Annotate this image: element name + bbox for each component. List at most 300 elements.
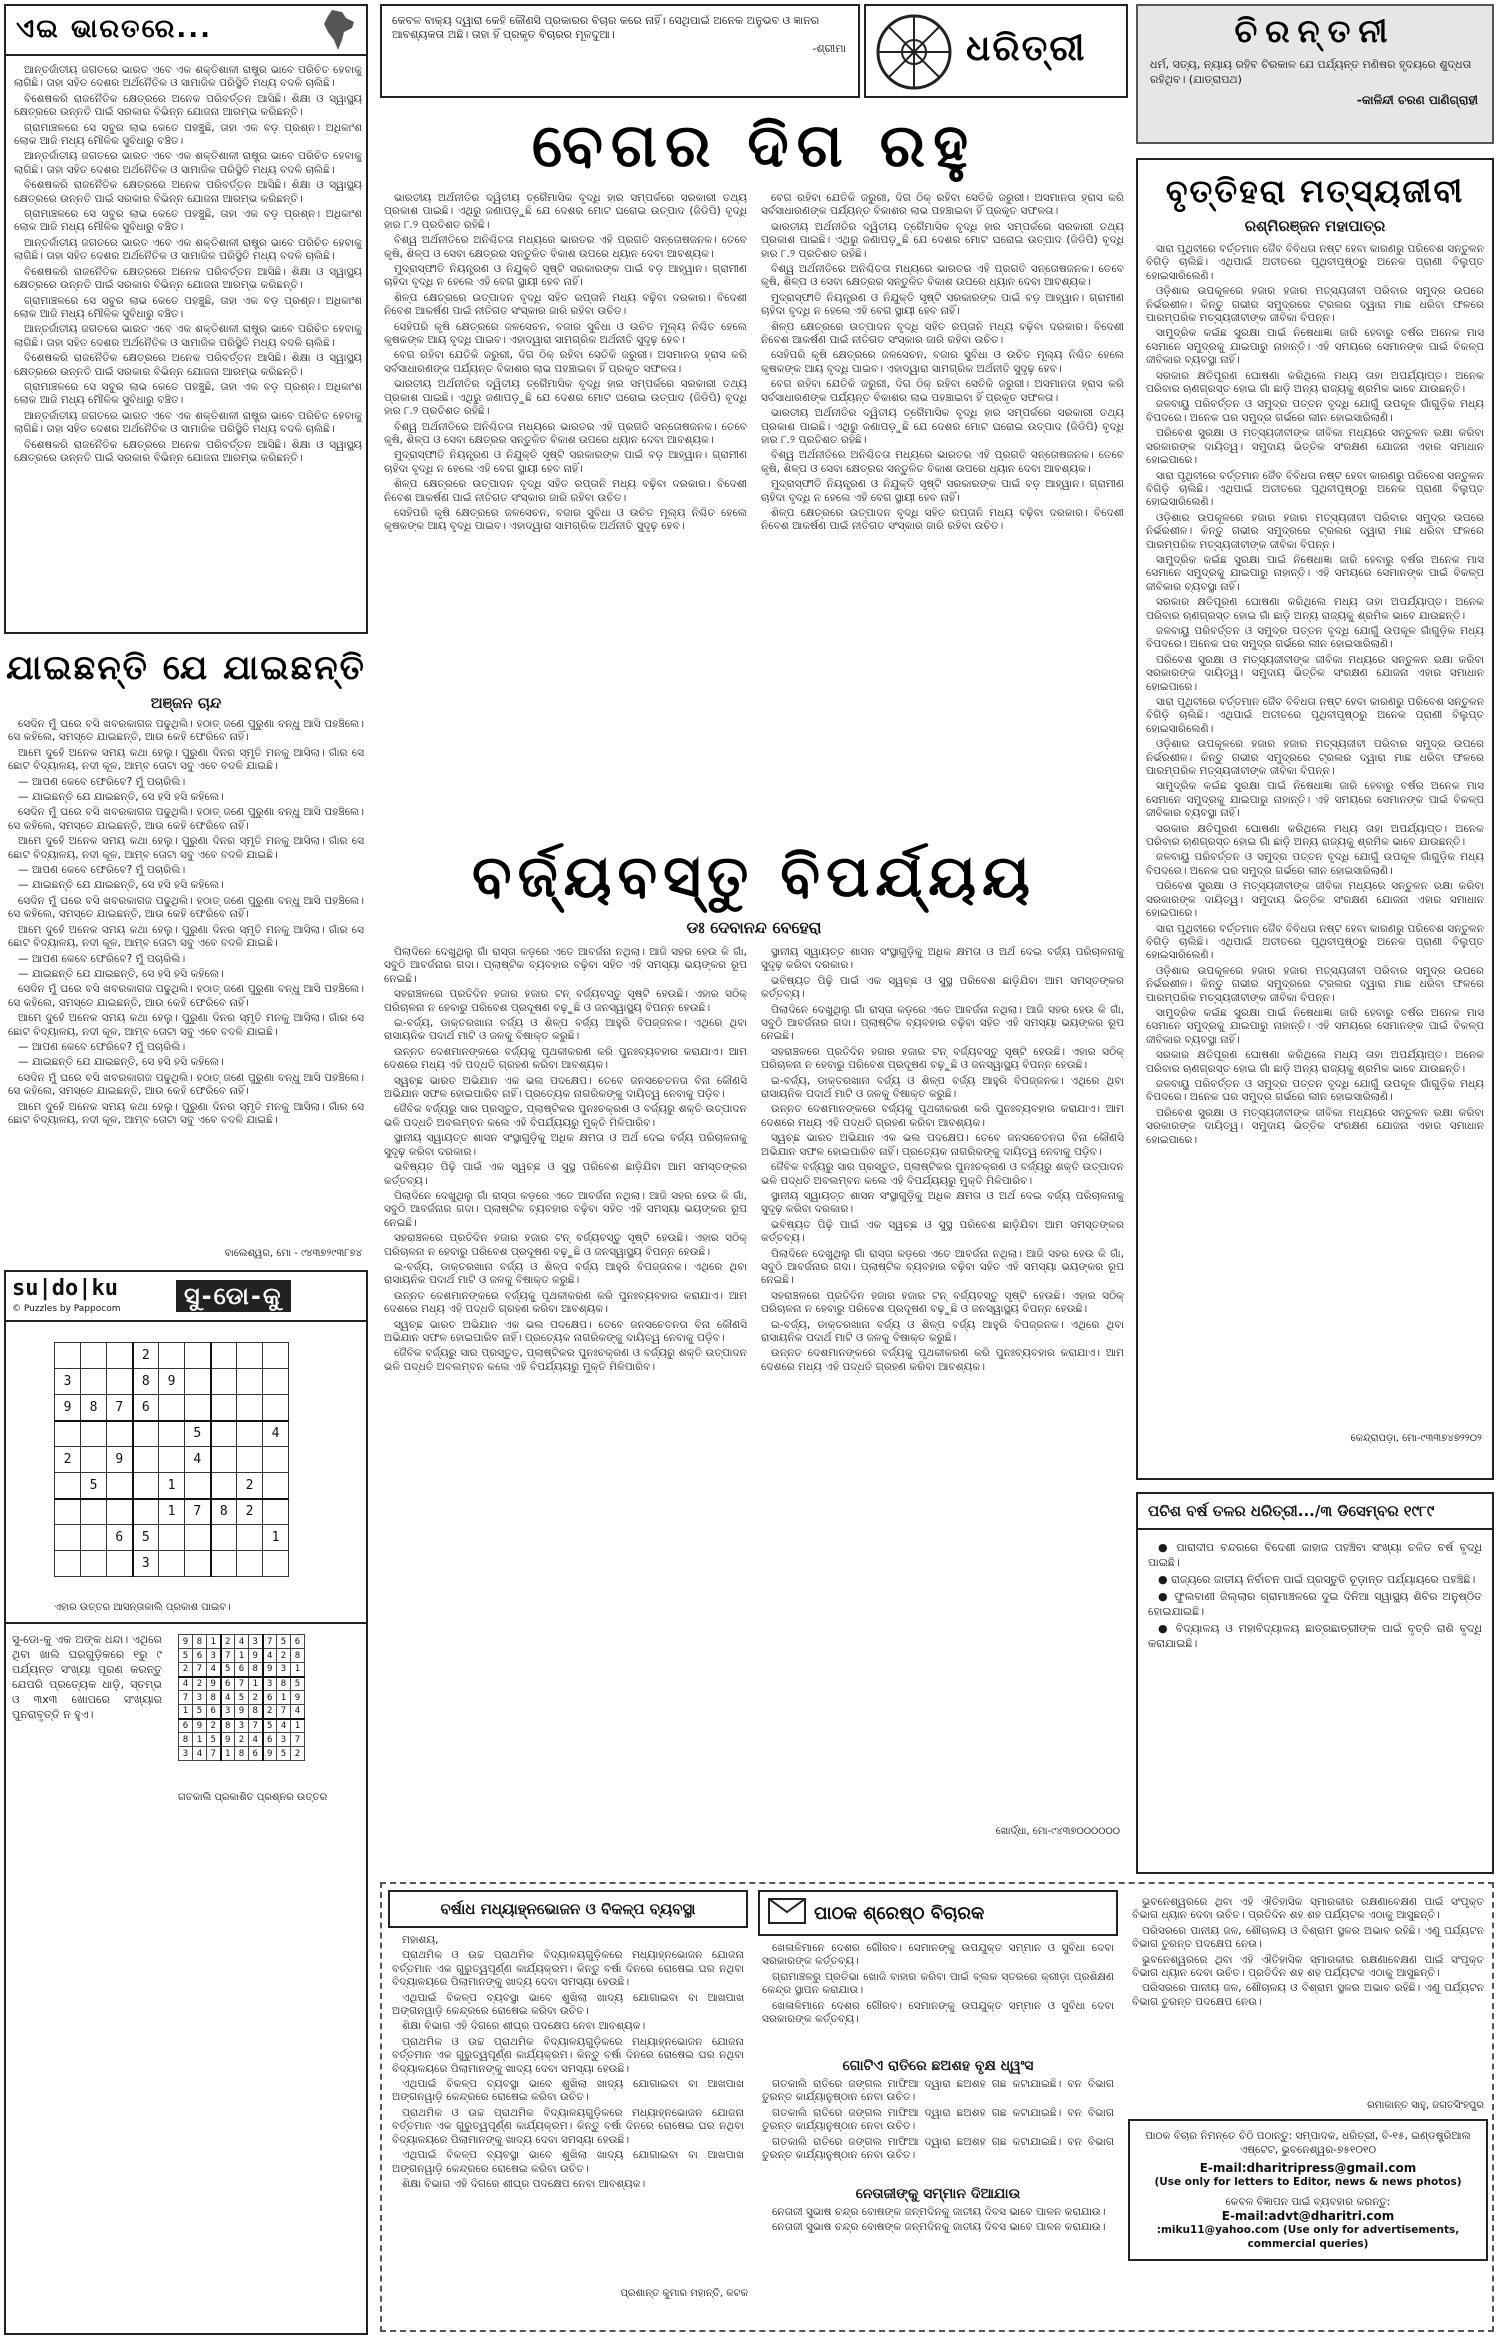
contact-email-1[interactable]: E-mail:dharitripress@gmail.com	[1199, 2161, 1417, 2175]
right-article-paragraph: ସାରା ପୃଥିବୀରେ ବର୍ତ୍ତମାନ ଜୈବ ବିବିଧତା ନଷ୍ଟ ହେବା କାରଣରୁ ପରିବେଶ ସନ୍ତୁଳନ ବିଗିଡ଼ି ଚାଲିଛି। ଏଥିପାଇଁ ଅତୀତରେ ପୃଥିବୀପୃଷ୍ଠରୁ ଅନେକ ପ୍ରାଣୀ ବିଲୁପ୍ତ ହୋଇସାରିଲେଣି।	[1146, 696, 1484, 735]
sudoku-cell	[159, 1421, 185, 1447]
sudoku-cell	[263, 1447, 289, 1473]
contact-box	[1128, 2119, 1488, 2261]
masthead-box	[864, 4, 1128, 98]
sudoku-cell: 6	[133, 1395, 159, 1421]
section-paragraph: ବିଶେଷକରି ରାଜନୈତିକ କ୍ଷେତ୍ରରେ ଅନେକ ପରିବର୍ତ୍ତନ ଆସିଛି। ଶିକ୍ଷା ଓ ସ୍ୱାସ୍ଥ୍ୟ କ୍ଷେତ୍ରରେ ଉନ୍ନତି ପାଇଁ ସରକାର ବିଭିନ୍ନ ଯୋଜନା ଆରମ୍ଭ କରିଛନ୍ତି।	[14, 92, 362, 119]
headline2-paragraph: ଉନ୍ନତ ଦେଶମାନଙ୍କରେ ବର୍ଜ୍ୟକୁ ପୃଥକୀକରଣ କରି ପୁନଃବ୍ୟବହାର କରାଯାଏ। ଆମ ଦେଶରେ ମଧ୍ୟ ଏହି ପଦ୍ଧତି ଗ୍ରହଣ କରିବା ଆବଶ୍ୟକ।	[384, 1289, 747, 1316]
right-article-paragraph: ପରିବେଶ ସୁରକ୍ଷା ଓ ମତ୍ସ୍ୟଜୀବୀଙ୍କ ଜୀବିକା ମଧ୍ୟରେ ସନ୍ତୁଳନ ରକ୍ଷା କରିବା ସରକାରଙ୍କ ଦାୟିତ୍ୱ। ସମୁଦାୟ ଭିତ୍ତିକ ସଂରକ୍ଷଣ ଯୋଜନା ଏହାର ସମାଧାନ ହୋଇପାରେ।	[1146, 1106, 1484, 1146]
sudoku-cell	[237, 1525, 263, 1551]
paper-name: ଧରିତ୍ରୀ	[966, 28, 1087, 69]
solution-cell: 2	[277, 1649, 291, 1663]
headline1-body	[380, 192, 1128, 832]
story2-block	[4, 644, 368, 1260]
story2-author: ଅଞ୍ଜନ ଚାନ୍ଦ	[150, 694, 222, 712]
headline2-paragraph: ସ୍ଥାନୀୟ ସ୍ୱାୟତ୍ତ ଶାସନ ସଂସ୍ଥାଗୁଡ଼ିକୁ ଅଧିକ କ୍ଷମତା ଓ ଅର୍ଥ ଦେଇ ବର୍ଜ୍ୟ ପରିଚାଳନାକୁ ସୁଦୃଢ଼ କରିବା ଦରକାର।	[384, 1132, 747, 1158]
sudoku-cell	[133, 1421, 159, 1447]
solution-cell: 9	[207, 1677, 221, 1691]
envelope-icon	[768, 1898, 806, 1928]
contact-note-1: (Use only for letters to Editor, news & news photos)	[1154, 2176, 1462, 2188]
solution-cell: 5	[207, 1733, 221, 1747]
letter2-body	[758, 1936, 1118, 2054]
sudoku-cell	[159, 1551, 185, 1577]
solution-row	[179, 1705, 305, 1719]
sudoku-cell	[185, 1395, 211, 1421]
sudoku-cell: 5	[81, 1473, 107, 1499]
letter3-body	[1128, 1890, 1488, 2100]
contact-email-2[interactable]: E-mail:advt@dharitri.com	[1221, 2209, 1395, 2223]
sudoku-cell	[211, 1369, 237, 1395]
headline2-paragraph: ସ୍ଥାନୀୟ ସ୍ୱାୟତ୍ତ ଶାସନ ସଂସ୍ଥାଗୁଡ଼ିକୁ ଅଧିକ କ୍ଷମତା ଓ ଅର୍ଥ ଦେଇ ବର୍ଜ୍ୟ ପରିଚାଳନାକୁ ସୁଦୃଢ଼ କରିବା ଦରକାର।	[761, 1189, 1124, 1216]
solution-cell: 8	[235, 1747, 249, 1761]
headline2-paragraph: ସହରାଞ୍ଚଳରେ ପ୍ରତିଦିନ ହଜାର ହଜାର ଟନ୍ ବର୍ଜ୍ୟବସ୍ତୁ ସୃଷ୍ଟି ହେଉଛି। ଏହାର ସଠିକ୍ ପରିଚାଳନା ନ ହେବାରୁ ପରିବେଶ ପ୍ରଦୂଷଣ ବଢ଼ୁଛି ଓ ଜନସ୍ୱାସ୍ଥ୍ୟ ବିପନ୍ନ ହେଉଛି।	[384, 1232, 747, 1258]
sudoku-cell: 5	[133, 1525, 159, 1551]
solution-cell: 7	[249, 1719, 263, 1733]
sudoku-cell	[185, 1343, 211, 1369]
solution-cell: 3	[277, 1663, 291, 1677]
solution-cell: 5	[291, 1677, 305, 1691]
sudoku-cell	[133, 1499, 159, 1525]
section-paragraph: ଆନ୍ତର୍ଜାତୀୟ ଜଗତରେ ଭାରତ ଏବେ ଏକ ଶକ୍ତିଶାଳୀ ରାଷ୍ଟ୍ର ଭାବେ ପରିଚିତ ହେବାକୁ ଲାଗିଛି। ତାହା ସହିତ ଦେଶର ଅର୍ଥନୈତିକ ଓ ସାମାଜିକ ପରିସ୍ଥିତି ମଧ୍ୟ ବଦଳି ଚାଲିଛି।	[14, 150, 362, 176]
sudoku-cell	[185, 1369, 211, 1395]
sudoku-cell	[55, 1343, 81, 1369]
headline2-paragraph: ସ୍ୱଚ୍ଛ ଭାରତ ଅଭିଯାନ ଏକ ଭଲ ପଦକ୍ଷେପ। ତେବେ ଜନସଚେତନତା ବିନା କୌଣସି ଅଭିଯାନ ସଫଳ ହୋଇପାରିବ ନାହିଁ। ପ୍ରତ୍ୟେକ ନାଗରିକଙ୍କୁ ଦାୟିତ୍ୱ ନେବାକୁ ପଡ଼ିବ।	[384, 1318, 747, 1344]
solution-cell: 9	[291, 1691, 305, 1705]
solution-cell: 3	[235, 1719, 249, 1733]
headline1-paragraph: ଶିଳ୍ପ କ୍ଷେତ୍ରରେ ଉତ୍ପାଦନ ବୃଦ୍ଧି ସହିତ ରପ୍ତାନି ମଧ୍ୟ ବଢ଼ିବା ଦରକାର। ବିଦେଶୀ ନିବେଶ ଆକର୍ଷଣ ପାଇଁ ନୀତିଗତ ସଂସ୍କାର ଜାରି ରହିବା ଉଚିତ।	[384, 478, 747, 504]
sudoku-puzzle	[54, 1342, 289, 1577]
right-article-paragraph: ସରକାର କ୍ଷତିପୂରଣ ଘୋଷଣା କରିଥିଲେ ମଧ୍ୟ ତାହା ଅପର୍ଯ୍ୟାପ୍ତ। ଅନେକ ପରିବାର ଋଣଗ୍ରସ୍ତ ହୋଇ ଗାଁ ଛାଡ଼ି ଅନ୍ୟ ରାଜ୍ୟକୁ ଶ୍ରମିକ ଭାବେ ଯାଉଛନ୍ତି।	[1146, 369, 1484, 396]
headline1-paragraph: ଶିଳ୍ପ କ୍ଷେତ୍ରରେ ଉତ୍ପାଦନ ବୃଦ୍ଧି ସହିତ ରପ୍ତାନି ମଧ୍ୟ ବଢ଼ିବା ଦରକାର। ବିଦେଶୀ ନିବେଶ ଆକର୍ଷଣ ପାଇଁ ନୀତିଗତ ସଂସ୍କାର ଜାରି ରହିବା ଉଚିତ।	[761, 506, 1124, 533]
right-article-title: ବୃତ୍ତିହରା ମତ୍ସ୍ୟଜୀବୀ	[1165, 172, 1465, 210]
sudoku-cell	[211, 1343, 237, 1369]
headline2-paragraph: ଜୈବିକ ବର୍ଜ୍ୟରୁ ସାର ପ୍ରସ୍ତୁତ, ପ୍ଲାଷ୍ଟିକର ପୁନଃଚକ୍ରଣ ଓ ବର୍ଜ୍ୟରୁ ଶକ୍ତି ଉତ୍ପାଦନ ଭଳି ପଦ୍ଧତି ଅବଲମ୍ବନ କଲେ ଏହି ବିପର୍ଯ୍ୟୟରୁ ମୁକ୍ତି ମିଳିପାରିବ।	[761, 1161, 1124, 1187]
flashback-item: ● ବିଦ୍ୟାଳୟ ଓ ମହାବିଦ୍ୟାଳୟ ଛାତ୍ରଛାତ୍ରୀଙ୍କ ପାଇଁ ବୃତ୍ତି ରାଶି ବୃଦ୍ଧି କରାଯାଇଛି।	[1148, 1622, 1482, 1650]
solution-cell: 5	[193, 1705, 207, 1719]
solution-cell: 6	[207, 1705, 221, 1719]
story2-paragraph: — ଯାଇଛନ୍ତି ଯେ ଯାଇଛନ୍ତି, ସେ ହସି ହସି କହିଲେ।	[18, 879, 224, 892]
sudoku-cell: 9	[55, 1395, 81, 1421]
story2-paragraph: — ଆପଣ କେବେ ଫେରିବେ? ମୁଁ ପଚାରିଲି।	[18, 775, 186, 788]
headline2-body	[380, 946, 1128, 1826]
headline1-paragraph: ବିଶ୍ୱ ଅର୍ଥନୀତିରେ ଅନିଶ୍ଚିତତା ମଧ୍ୟରେ ଭାରତର ଏହି ପ୍ରଗତି ସନ୍ତୋଷଜନକ। ତେବେ କୃଷି, ଶିଳ୍ପ ଓ ସେବା କ୍ଷେତ୍ରର ସନ୍ତୁଳିତ ବିକାଶ ଉପରେ ଧ୍ୟାନ ଦେବା ଆବଶ୍ୟକ।	[384, 234, 747, 260]
sudoku-cell: 2	[55, 1447, 81, 1473]
sudoku-cell	[81, 1343, 107, 1369]
section-paragraph: ଗ୍ରାମାଞ୍ଚଳରେ ସେ ସବୁର ଲାଭ କେତେ ପହଞ୍ଚୁଛି, ତାହା ଏକ ବଡ଼ ପ୍ରଶ୍ନ। ଅଧିକାଂଶ ଲୋକ ଆଜି ମଧ୍ୟ ମୌଳିକ ସୁବିଧାରୁ ବଞ୍ଚିତ।	[14, 208, 362, 234]
solution-cell: 2	[207, 1719, 221, 1733]
headline2-paragraph: ଭବିଷ୍ୟତ ପିଢ଼ି ପାଇଁ ଏକ ସ୍ୱଚ୍ଛ ଓ ସୁସ୍ଥ ପରିବେଶ ଛାଡ଼ିଯିବା ଆମ ସମସ୍ତଙ୍କର କର୍ତ୍ତବ୍ୟ।	[761, 1218, 1124, 1245]
story2-paragraph: — ଆପଣ କେବେ ଫେରିବେ? ମୁଁ ପଚାରିଲି।	[18, 1040, 186, 1053]
solution-cell: 7	[221, 1649, 235, 1663]
quote-text: କେବଳ ବାକ୍ୟ ଦ୍ୱାରା କେହି କୌଣସି ପ୍ରକାରର ବିଚାର କରେ ନାହିଁ। ସେଥିପାଇଁ ଅନେକ ଅନୁଭବ ଓ ଜ୍ଞାନର ଆବଶ୍ୟକତା ଅଛି। ତାହା ହିଁ ପ୍ରକୃତ ବିଚାରର ମୂଳଦୁଆ।	[392, 14, 820, 41]
sudoku-cell: 2	[237, 1499, 263, 1525]
story2-title: ଯାଇଛନ୍ତି ଯେ ଯାଇଛନ୍ତି	[6, 648, 366, 688]
right-article-footer: କେନ୍ଦ୍ରାପଡ଼ା, ମୋ-୯୩୩୭୪୭୨୨୦୨	[1350, 1433, 1482, 1444]
headline2-paragraph: ଜୈବିକ ବର୍ଜ୍ୟରୁ ସାର ପ୍ରସ୍ତୁତ, ପ୍ଲାଷ୍ଟିକର ପୁନଃଚକ୍ରଣ ଓ ବର୍ଜ୍ୟରୁ ଶକ୍ତି ଉତ୍ପାଦନ ଭଳି ପଦ୍ଧତି ଅବଲମ୍ବନ କଲେ ଏହି ବିପର୍ଯ୍ୟୟରୁ ମୁକ୍ତି ମିଳିପାରିବ।	[384, 1103, 747, 1129]
letter2-paragraph: ଖେଳାଳିମାନେ ଦେଶର ଗୌରବ। ସେମାନଙ୍କୁ ଉପଯୁକ୍ତ ସମ୍ମାନ ଓ ସୁବିଧା ଦେବା ସରକାରଙ୍କ କର୍ତ୍ତବ୍ୟ।	[762, 1942, 1114, 1968]
headline1-paragraph: ଭାରତୀୟ ଅର୍ଥନୀତିର ଦ୍ୱିତୀୟ ତ୍ରୈମାସିକ ବୃଦ୍ଧି ହାର ସମ୍ପର୍କରେ ସରକାରୀ ତଥ୍ୟ ପ୍ରକାଶ ପାଇଛି। ଏଥିରୁ ଜଣାପଡ଼ୁଛି ଯେ ଦେଶର ମୋଟ ଘରୋଇ ଉତ୍ପାଦ (ଜିଡିପି) ବୃଦ୍ଧି ହାର ୮.୨ ପ୍ରତିଶତ ରହିଛି।	[384, 378, 747, 418]
solution-cell: 1	[221, 1747, 235, 1761]
right-article-paragraph: ଓଡ଼ିଶାର ଉପକୂଳରେ ହଜାର ହଜାର ମତ୍ସ୍ୟଜୀବୀ ପରିବାର ସମୁଦ୍ର ଉପରେ ନିର୍ଭରଶୀଳ। କିନ୍ତୁ ଗଭୀର ସମୁଦ୍ରରେ ଟ୍ରଲର ଦ୍ୱାରା ମାଛ ଧରିବା ଫଳରେ ପାରମ୍ପରିକ ମତ୍ସ୍ୟଜୀବୀଙ୍କ ଜୀବିକା ବିପନ୍ନ।	[1146, 285, 1484, 325]
story2-paragraph: ଆମେ ଦୁହେଁ ଅନେକ ସମୟ କଥା ହେଲୁ। ପୁରୁଣା ଦିନର ସ୍ମୃତି ମନକୁ ଆସିଲା। ଗାଁର ସେ ଛୋଟ ବିଦ୍ୟାଳୟ, ନଦୀ କୂଳ, ଆମ୍ବ ତୋଟା ସବୁ ଏବେ ବଦଳି ଯାଇଛି।	[8, 746, 364, 773]
section-paragraph: ଗ୍ରାମାଞ୍ଚଳରେ ସେ ସବୁର ଲାଭ କେତେ ପହଞ୍ଚୁଛି, ତାହା ଏକ ବଡ଼ ପ୍ରଶ୍ନ। ଅଧିକାଂଶ ଲୋକ ଆଜି ମଧ୍ୟ ମୌଳିକ ସୁବିଧାରୁ ବଞ୍ଚିତ।	[14, 121, 362, 148]
sudoku-cell	[81, 1447, 107, 1473]
story2-paragraph: ଆମେ ଦୁହେଁ ଅନେକ ସମୟ କଥା ହେଲୁ। ପୁରୁଣା ଦିନର ସ୍ମୃତି ମନକୁ ଆସିଲା। ଗାଁର ସେ ଛୋଟ ବିଦ୍ୟାଳୟ, ନଦୀ କୂଳ, ଆମ୍ବ ତୋଟା ସବୁ ଏବେ ବଦଳି ଯାଇଛି।	[8, 923, 364, 950]
headline1-paragraph: ବିଶ୍ୱ ଅର୍ଥନୀତିରେ ଅନିଶ୍ଚିତତା ମଧ୍ୟରେ ଭାରତର ଏହି ପ୍ରଗତି ସନ୍ତୋଷଜନକ। ତେବେ କୃଷି, ଶିଳ୍ପ ଓ ସେବା କ୍ଷେତ୍ରର ସନ୍ତୁଳିତ ବିକାଶ ଉପରେ ଧ୍ୟାନ ଦେବା ଆବଶ୍ୟକ।	[761, 449, 1124, 475]
sudoku-grid	[54, 1342, 289, 1577]
solution-cell: 2	[235, 1733, 249, 1747]
solution-puzzle	[178, 1634, 305, 1761]
sudoku-cell: 3	[55, 1369, 81, 1395]
sudoku-cell: 7	[185, 1499, 211, 1525]
sudoku-cell	[185, 1473, 211, 1499]
sudoku-row	[55, 1421, 289, 1447]
flashback-item-text: ରାଜ୍ୟରେ ଜାତୀୟ ନିର୍ବାଚନ ପାଇଁ ପ୍ରସ୍ତୁତି ଚୂଡ଼ାନ୍ତ ପର୍ଯ୍ୟାୟରେ ପହଞ୍ଚିଛି।	[1171, 1573, 1476, 1586]
sudoku-row	[55, 1525, 289, 1551]
quote-box	[380, 4, 860, 98]
solution-caption: ଗତକାଲି ପ୍ରକାଶିତ ପ୍ରଶ୍ନର ଉତ୍ତର	[178, 1792, 328, 1803]
solution-cell: 3	[179, 1747, 193, 1761]
solution-cell: 4	[207, 1663, 221, 1677]
headline2-footer: ଖୋର୍ଦ୍ଧା, ମୋ-୯୪୩୭୦୦୦୦୦୦	[995, 1826, 1120, 1837]
letter3-paragraph: ପରିସରରେ ପାନୀୟ ଜଳ, ଶୌଚାଳୟ ଓ ବିଶ୍ରାମ ସ୍ଥଳର ଅଭାବ ରହିଛି। ଏଣୁ ପର୍ଯ୍ୟଟନ ବିଭାଗ ତୁରନ୍ତ ପଦକ୍ଷେପ ନେଉ।	[1132, 1924, 1484, 1951]
section-title: ଏଇ ଭାରତରେ...	[16, 14, 212, 44]
contact-text: ପାଠକ ବିଚାର ନିମନ୍ତେ ଚିଠି ପଠାନ୍ତୁ: ସମ୍ପାଦକ, ଧରିତ୍ରୀ, ବି-୧୫, ଇଣ୍ଡଷ୍ଟ୍ରିଆଲ ଏଷ୍ଟେଟ, ଭୁବନେଶ୍ୱର-୭୫୧୦୧୦	[1145, 2130, 1471, 2156]
sudoku-caption: ଏହାର ଉତ୍ତର ଆସନ୍ତାକାଲି ପ୍ରକାଶ ପାଇବ।	[54, 1602, 231, 1613]
letter2-sub1: ଗୋଟିଏ ରାତିରେ ଛଅଶହ ବୃକ୍ଷ ଧ୍ୱଂସ	[842, 2058, 1034, 2074]
sudoku-cell: 3	[133, 1551, 159, 1577]
flashback-item-text: ପାରାଦୀପ ବନ୍ଦରରେ ବିଦେଶୀ ଜାହାଜ ପହଞ୍ଚିବା ସଂଖ୍ୟା ଚଳିତ ବର୍ଷ ବୃଦ୍ଧି ପାଇଛି।	[1148, 1541, 1482, 1569]
solution-cell: 9	[263, 1663, 277, 1677]
solution-cell: 7	[277, 1705, 291, 1719]
solution-cell: 6	[249, 1747, 263, 1761]
right-article-paragraph: ସରକାର କ୍ଷତିପୂରଣ ଘୋଷଣା କରିଥିଲେ ମଧ୍ୟ ତାହା ଅପର୍ଯ୍ୟାପ୍ତ। ଅନେକ ପରିବାର ଋଣଗ୍ରସ୍ତ ହୋଇ ଗାଁ ଛାଡ଼ି ଅନ୍ୟ ରାଜ୍ୟକୁ ଶ୍ରମିକ ଭାବେ ଯାଉଛନ୍ତି।	[1146, 1049, 1484, 1075]
headline2-author: ଡଃ ଦେବାନନ୍ଦ ବେହେରା	[686, 918, 822, 937]
sudoku-title: ସୁ-ଡୋ-କୁ	[176, 1280, 291, 1312]
letter-box-1	[388, 1890, 748, 2326]
ei-bharatare-box	[4, 4, 368, 634]
letter1-paragraph: ପ୍ରାଥମିକ ଓ ଉଚ୍ଚ ପ୍ରାଥମିକ ବିଦ୍ୟାଳୟଗୁଡ଼ିକରେ ମଧ୍ୟାହ୍ନଭୋଜନ ଯୋଜନା ବର୍ତ୍ତମାନ ଏକ ଗୁରୁତ୍ୱପୂର୍ଣ୍ଣ କାର୍ଯ୍ୟକ୍ରମ। କିନ୍ତୁ ବର୍ଷା ଦିନରେ ରୋଷେଇ ଘର ନଥିବା ବିଦ୍ୟାଳୟରେ ପିଲାମାନଙ୍କୁ ଖାଦ୍ୟ ଦେବା ସମସ୍ୟା ହେଉଛି।	[392, 1949, 744, 1989]
headline2: ବର୍ଜ୍ୟବସ୍ତୁ ବିପର୍ଯ୍ୟୟ	[472, 842, 1036, 910]
headline2-block	[380, 838, 1128, 1838]
sudoku-row	[55, 1343, 289, 1369]
story2-paragraph: ସେଦିନ ମୁଁ ଘରେ ବସି ଖବରକାଗଜ ପଢୁଥିଲି। ହଠାତ୍ ଜଣେ ପୁରୁଣା ବନ୍ଧୁ ଆସି ପହଞ୍ଚିଲେ। ସେ କହିଲେ, ସମସ୍ତେ ଯାଇଛନ୍ତି, ଆଉ କେହି ଫେରିବେ ନାହିଁ।	[8, 1071, 364, 1098]
flashback-item-text: ଫୁଲବାଣୀ ଜିଲ୍ଲାର ଗ୍ରାମାଞ୍ଚଳରେ ଦୁଇ ଦିନିଆ ସ୍ୱାସ୍ଥ୍ୟ ଶିବିର ଅନୁଷ୍ଠିତ ହୋଇଯାଇଛି।	[1148, 1590, 1482, 1618]
sudoku-cell: 1	[159, 1499, 185, 1525]
solution-cell: 5	[277, 1747, 291, 1761]
headline2-paragraph: ସହରାଞ୍ଚଳରେ ପ୍ରତିଦିନ ହଜାର ହଜାର ଟନ୍ ବର୍ଜ୍ୟବସ୍ତୁ ସୃଷ୍ଟି ହେଉଛି। ଏହାର ସଠିକ୍ ପରିଚାଳନା ନ ହେବାରୁ ପରିବେଶ ପ୍ରଦୂଷଣ ବଢ଼ୁଛି ଓ ଜନସ୍ୱାସ୍ଥ୍ୟ ବିପନ୍ନ ହେଉଛି।	[384, 988, 747, 1014]
solution-cell: 7	[235, 1677, 249, 1691]
story2-footer: ବାଲେଶ୍ୱର, ମୋ - ୯୪୩୭୨୯୩୮୭୪	[224, 1248, 362, 1259]
headline2-paragraph: ଉନ୍ନତ ଦେଶମାନଙ୍କରେ ବର୍ଜ୍ୟକୁ ପୃଥକୀକରଣ କରି ପୁନଃବ୍ୟବହାର କରାଯାଏ। ଆମ ଦେଶରେ ମଧ୍ୟ ଏହି ପଦ୍ଧତି ଗ୍ରହଣ କରିବା ଆବଶ୍ୟକ।	[761, 1347, 1124, 1373]
solution-cell: 9	[193, 1719, 207, 1733]
sudoku-header	[6, 1272, 366, 1322]
solution-cell: 7	[207, 1747, 221, 1761]
solution-cell: 6	[221, 1677, 235, 1691]
letter-box-2	[758, 1890, 1118, 2326]
sudoku-cell	[237, 1421, 263, 1447]
solution-cell: 1	[235, 1649, 249, 1663]
sudoku-cell: 2	[237, 1473, 263, 1499]
story2-paragraph: — ଯାଇଛନ୍ତି ଯେ ଯାଇଛନ୍ତି, ସେ ହସି ହସି କହିଲେ।	[18, 1056, 224, 1069]
section-paragraph: ବିଶେଷକରି ରାଜନୈତିକ କ୍ଷେତ୍ରରେ ଅନେକ ପରିବର୍ତ୍ତନ ଆସିଛି। ଶିକ୍ଷା ଓ ସ୍ୱାସ୍ଥ୍ୟ କ୍ଷେତ୍ରରେ ଉନ୍ନତି ପାଇଁ ସରକାର ବିଭିନ୍ନ ଯୋଜନା ଆରମ୍ଭ କରିଛନ୍ତି।	[14, 438, 362, 464]
story2-paragraph: — ଆପଣ କେବେ ଫେରିବେ? ମୁଁ ପଚାରିଲି।	[18, 864, 186, 877]
right-article-paragraph: ପରିବେଶ ସୁରକ୍ଷା ଓ ମତ୍ସ୍ୟଜୀବୀଙ୍କ ଜୀବିକା ମଧ୍ୟରେ ସନ୍ତୁଳନ ରକ୍ଷା କରିବା ସରକାରଙ୍କ ଦାୟିତ୍ୱ। ସମୁଦାୟ ଭିତ୍ତିକ ସଂରକ୍ଷଣ ଯୋଜନା ଏହାର ସମାଧାନ ହୋଇପାରେ।	[1146, 653, 1484, 693]
letter-box-3	[1128, 1890, 1488, 2326]
right-article-paragraph: ଓଡ଼ିଶାର ଉପକୂଳରେ ହଜାର ହଜାର ମତ୍ସ୍ୟଜୀବୀ ପରିବାର ସମୁଦ୍ର ଉପରେ ନିର୍ଭରଶୀଳ। କିନ୍ତୁ ଗଭୀର ସମୁଦ୍ରରେ ଟ୍ରଲର ଦ୍ୱାରା ମାଛ ଧରିବା ଫଳରେ ପାରମ୍ପରିକ ମତ୍ସ୍ୟଜୀବୀଙ୍କ ଜୀବିକା ବିପନ୍ନ।	[1146, 511, 1484, 551]
letter2-sub1-paragraph: ଗତକାଲି ରାତିରେ ଜଙ୍ଗଲ ମାଫିଆ ଦ୍ୱାରା ଛଅଶହ ଗଛ କଟାଯାଇଛି। ବନ ବିଭାଗ ତୁରନ୍ତ କାର୍ଯ୍ୟାନୁଷ୍ଠାନ ନେବା ଉଚିତ।	[762, 2106, 1114, 2133]
sudoku-cell: 8	[133, 1369, 159, 1395]
letter1-paragraph: ପ୍ରାଥମିକ ଓ ଉଚ୍ଚ ପ୍ରାଥମିକ ବିଦ୍ୟାଳୟଗୁଡ଼ିକରେ ମଧ୍ୟାହ୍ନଭୋଜନ ଯୋଜନା ବର୍ତ୍ତମାନ ଏକ ଗୁରୁତ୍ୱପୂର୍ଣ୍ଣ କାର୍ଯ୍ୟକ୍ରମ। କିନ୍ତୁ ବର୍ଷା ଦିନରେ ରୋଷେଇ ଘର ନଥିବା ବିଦ୍ୟାଳୟରେ ପିଲାମାନଙ୍କୁ ଖାଦ୍ୟ ଦେବା ସମସ୍ୟା ହେଉଛି।	[392, 2035, 744, 2075]
flashback-item: ● ପାରାଦୀପ ବନ୍ଦରରେ ବିଦେଶୀ ଜାହାଜ ପହଞ୍ଚିବା ସଂଖ୍ୟା ଚଳିତ ବର୍ଷ ବୃଦ୍ଧି ପାଇଛି।	[1148, 1541, 1482, 1569]
letter2-sub2-paragraph: ନେତାଜୀ ସୁଭାଷ ଚନ୍ଦ୍ର ବୋଷଙ୍କ ଜନ୍ମଦିନକୁ ଜାତୀୟ ଦିବସ ଭାବେ ପାଳନ କରାଯାଉ।	[772, 2221, 1106, 2234]
sudoku-cell	[159, 1525, 185, 1551]
sudoku-row	[55, 1551, 289, 1577]
right-article-paragraph: ସାମୁଦ୍ରିକ କଇଁଛ ସୁରକ୍ଷା ପାଇଁ ନିଷେଧାଜ୍ଞା ଜାରି ହେବାରୁ ବର୍ଷର ଅନେକ ମାସ ସେମାନେ ସମୁଦ୍ରକୁ ଯାଇପାରୁ ନାହାନ୍ତି। ଏହି ସମୟରେ ସେମାନଙ୍କ ପାଇଁ ବିକଳ୍ପ ଜୀବିକାର ବ୍ୟବସ୍ଥା ନାହିଁ।	[1146, 1006, 1484, 1046]
right-article-paragraph: ଓଡ଼ିଶାର ଉପକୂଳରେ ହଜାର ହଜାର ମତ୍ସ୍ୟଜୀବୀ ପରିବାର ସମୁଦ୍ର ଉପରେ ନିର୍ଭରଶୀଳ। କିନ୍ତୁ ଗଭୀର ସମୁଦ୍ରରେ ଟ୍ରଲର ଦ୍ୱାରା ମାଛ ଧରିବା ଫଳରେ ପାରମ୍ପରିକ ମତ୍ସ୍ୟଜୀବୀଙ୍କ ଜୀବିକା ବିପନ୍ନ।	[1146, 964, 1484, 1004]
right-article-paragraph: ସାମୁଦ୍ରିକ କଇଁଛ ସୁରକ୍ଷା ପାଇଁ ନିଷେଧାଜ୍ଞା ଜାରି ହେବାରୁ ବର୍ଷର ଅନେକ ମାସ ସେମାନେ ସମୁଦ୍ରକୁ ଯାଇପାରୁ ନାହାନ୍ତି। ଏହି ସମୟରେ ସେମାନଙ୍କ ପାଇଁ ବିକଳ୍ପ ଜୀବିକାର ବ୍ୟବସ୍ଥା ନାହିଁ।	[1146, 327, 1484, 367]
headline2-paragraph: ଭବିଷ୍ୟତ ପିଢ଼ି ପାଇଁ ଏକ ସ୍ୱଚ୍ଛ ଓ ସୁସ୍ଥ ପରିବେଶ ଛାଡ଼ିଯିବା ଆମ ସମସ୍ତଙ୍କର କର୍ତ୍ତବ୍ୟ।	[761, 974, 1124, 1001]
sudoku-cell	[107, 1369, 133, 1395]
letter1-paragraph: ଶିକ୍ଷା ବିଭାଗ ଏହି ଦିଗରେ ଶୀଘ୍ର ପଦକ୍ଷେପ ନେବା ଆବଶ୍ୟକ।	[402, 2020, 646, 2033]
sudoku-row	[55, 1369, 289, 1395]
flashback-item: ● ଫୁଲବାଣୀ ଜିଲ୍ଲାର ଗ୍ରାମାଞ୍ଚଳରେ ଦୁଇ ଦିନିଆ ସ୍ୱାସ୍ଥ୍ୟ ଶିବିର ଅନୁଷ୍ଠିତ ହୋଇଯାଇଛି।	[1148, 1590, 1482, 1618]
sudoku-cell	[263, 1395, 289, 1421]
solution-cell: 5	[263, 1719, 277, 1733]
sudoku-cell	[211, 1525, 237, 1551]
story2-paragraph: ସେଦିନ ମୁଁ ଘରେ ବସି ଖବରକାଗଜ ପଢୁଥିଲି। ହଠାତ୍ ଜଣେ ପୁରୁଣା ବନ୍ଧୁ ଆସି ପହଞ୍ଚିଲେ। ସେ କହିଲେ, ସମସ୍ତେ ଯାଇଛନ୍ତି, ଆଉ କେହି ଫେରିବେ ନାହିଁ।	[8, 718, 364, 744]
headline1-paragraph: ବିଶ୍ୱ ଅର୍ଥନୀତିରେ ଅନିଶ୍ଚିତତା ମଧ୍ୟରେ ଭାରତର ଏହି ପ୍ରଗତି ସନ୍ତୋଷଜନକ। ତେବେ କୃଷି, ଶିଳ୍ପ ଓ ସେବା କ୍ଷେତ୍ରର ସନ୍ତୁଳିତ ବିକାଶ ଉପରେ ଧ୍ୟାନ ଦେବା ଆବଶ୍ୟକ।	[384, 420, 747, 446]
letter2-sub2-paragraph: ନେତାଜୀ ସୁଭାଷ ଚନ୍ଦ୍ର ବୋଷଙ୍କ ଜନ୍ମଦିନକୁ ଜାତୀୟ ଦିବସ ଭାବେ ପାଳନ କରାଯାଉ।	[772, 2206, 1106, 2218]
solution-cell: 9	[263, 1747, 277, 1761]
sudoku-cell	[107, 1499, 133, 1525]
sudoku-cell: 4	[185, 1447, 211, 1473]
letter1-footer: ପ୍ରଶାନ୍ତ କୁମାର ମହାନ୍ତି, କଟକ	[620, 2288, 748, 2299]
story2-paragraph: — ଯାଇଛନ୍ତି ଯେ ଯାଇଛନ୍ତି, ସେ ହସି ହସି କହିଲେ।	[18, 791, 224, 804]
sudoku-cell	[107, 1551, 133, 1577]
letters-band	[380, 1882, 1494, 2332]
story2-paragraph: ଆମେ ଦୁହେଁ ଅନେକ ସମୟ କଥା ହେଲୁ। ପୁରୁଣା ଦିନର ସ୍ମୃତି ମନକୁ ଆସିଲା। ଗାଁର ସେ ଛୋଟ ବିଦ୍ୟାଳୟ, ନଦୀ କୂଳ, ଆମ୍ବ ତୋଟା ସବୁ ଏବେ ବଦଳି ଯାଇଛି।	[8, 1012, 364, 1038]
solution-cell: 1	[277, 1691, 291, 1705]
solution-cell: 1	[291, 1663, 305, 1677]
headline1-paragraph: ମୁଦ୍ରାସ୍ଫୀତି ନିୟନ୍ତ୍ରଣ ଓ ନିଯୁକ୍ତି ସୃଷ୍ଟି ସରକାରଙ୍କ ପାଇଁ ବଡ଼ ଆହ୍ୱାନ। ଗ୍ରାମୀଣ ଚାହିଦା ବୃଦ୍ଧି ନ ହେଲେ ଏହି ବେଗ ସ୍ଥାୟୀ ହେବ ନାହିଁ।	[761, 478, 1124, 504]
chirantani-title: ଚିରନ୍ତନୀ	[1234, 12, 1396, 50]
chakra-logo	[874, 12, 954, 92]
sudoku-cell	[81, 1369, 107, 1395]
sudoku-cell: 1	[263, 1525, 289, 1551]
right-article-paragraph: ପରିବେଶ ସୁରକ୍ଷା ଓ ମତ୍ସ୍ୟଜୀବୀଙ୍କ ଜୀବିକା ମଧ୍ୟରେ ସନ୍ତୁଳନ ରକ୍ଷା କରିବା ସରକାରଙ୍କ ଦାୟିତ୍ୱ। ସମୁଦାୟ ଭିତ୍ତିକ ସଂରକ୍ଷଣ ଯୋଜନା ଏହାର ସମାଧାନ ହୋଇପାରେ।	[1146, 427, 1484, 467]
headline1-paragraph: ସେହିପରି କୃଷି କ୍ଷେତ୍ରରେ ଜଳସେଚନ, ବଜାର ସୁବିଧା ଓ ଉଚିତ ମୂଲ୍ୟ ନିଶ୍ଚିତ ହେଲେ କୃଷକଙ୍କ ଆୟ ବୃଦ୍ଧି ପାଇବ। ଏହାଦ୍ୱାରା ସାମଗ୍ରିକ ଅର୍ଥନୀତି ସୁଦୃଢ଼ ହେବ।	[384, 506, 747, 533]
sudoku-cell	[107, 1343, 133, 1369]
headline1-paragraph: ସେହିପରି କୃଷି କ୍ଷେତ୍ରରେ ଜଳସେଚନ, ବଜାର ସୁବିଧା ଓ ଉଚିତ ମୂଲ୍ୟ ନିଶ୍ଚିତ ହେଲେ କୃଷକଙ୍କ ଆୟ ବୃଦ୍ଧି ପାଇବ। ଏହାଦ୍ୱାରା ସାମଗ୍ରିକ ଅର୍ଥନୀତି ସୁଦୃଢ଼ ହେବ।	[761, 349, 1124, 375]
story2-paragraph: ସେଦିନ ମୁଁ ଘରେ ବସି ଖବରକାଗଜ ପଢୁଥିଲି। ହଠାତ୍ ଜଣେ ପୁରୁଣା ବନ୍ଧୁ ଆସି ପହଞ୍ଚିଲେ। ସେ କହିଲେ, ସମସ୍ତେ ଯାଇଛନ୍ତି, ଆଉ କେହି ଫେରିବେ ନାହିଁ।	[8, 806, 364, 832]
headline1-paragraph: ବେଗ ରହିବା ଯେତିକି ଜରୁରୀ, ଦିଗ ଠିକ୍ ରହିବା ସେତିକି ଜରୁରୀ। ଅସମାନତା ହ୍ରାସ କରି ସର୍ବସାଧାରଣଙ୍କ ପର୍ଯ୍ୟନ୍ତ ବିକାଶର ଲାଭ ପହଞ୍ଚାଇବା ହିଁ ପ୍ରକୃତ ସଫଳତା।	[384, 349, 747, 375]
story2-paragraph: — ଆପଣ କେବେ ଫେରିବେ? ମୁଁ ପଚାରିଲି।	[18, 952, 186, 965]
story2-paragraph: — ଯାଇଛନ୍ତି ଯେ ଯାଇଛନ୍ତି, ସେ ହସି ହସି କହିଲେ।	[18, 967, 224, 980]
solution-cell: 2	[263, 1705, 277, 1719]
letter2-paragraph: ଖେଳାଳିମାନେ ଦେଶର ଗୌରବ। ସେମାନଙ୍କୁ ଉପଯୁକ୍ତ ସମ୍ମାନ ଓ ସୁବିଧା ଦେବା ସରକାରଙ୍କ କର୍ତ୍ତବ୍ୟ।	[762, 1999, 1114, 2026]
sudoku-cell	[55, 1473, 81, 1499]
sudoku-cell	[185, 1551, 211, 1577]
section-title-bar	[6, 6, 366, 56]
headline2-paragraph: ଭବିଷ୍ୟତ ପିଢ଼ି ପାଇଁ ଏକ ସ୍ୱଚ୍ଛ ଓ ସୁସ୍ଥ ପରିବେଶ ଛାଡ଼ିଯିବା ଆମ ସମସ୍ତଙ୍କର କର୍ତ୍ତବ୍ୟ।	[384, 1161, 747, 1187]
solution-cell: 2	[249, 1691, 263, 1705]
section-paragraph: ଗ୍ରାମାଞ୍ଚଳରେ ସେ ସବୁର ଲାଭ କେତେ ପହଞ୍ଚୁଛି, ତାହା ଏକ ବଡ଼ ପ୍ରଶ୍ନ। ଅଧିକାଂଶ ଲୋକ ଆଜି ମଧ୍ୟ ମୌଳିକ ସୁବିଧାରୁ ବଞ୍ଚିତ।	[14, 380, 362, 407]
solution-cell: 6	[179, 1719, 193, 1733]
solution-cell: 4	[179, 1677, 193, 1691]
solution-cell: 8	[291, 1649, 305, 1663]
solution-cell: 8	[193, 1635, 207, 1649]
chirantani-text: ଧର୍ମ, ସତ୍ୟ, ନ୍ୟାୟ ରହିବ ଚିରକାଳ ଯେ ପର୍ଯ୍ୟନ୍ତ ମଣିଷର ହୃଦୟରେ ଶୁଦ୍ଧତା ରହିଥିବ। (ଯାତ୍ରାପଥ)	[1150, 58, 1472, 86]
letter1-paragraph: ପ୍ରାଥମିକ ଓ ଉଚ୍ଚ ପ୍ରାଥମିକ ବିଦ୍ୟାଳୟଗୁଡ଼ିକରେ ମଧ୍ୟାହ୍ନଭୋଜନ ଯୋଜନା ବର୍ତ୍ତମାନ ଏକ ଗୁରୁତ୍ୱପୂର୍ଣ୍ଣ କାର୍ଯ୍ୟକ୍ରମ। କିନ୍ତୁ ବର୍ଷା ଦିନରେ ରୋଷେଇ ଘର ନଥିବା ବିଦ୍ୟାଳୟରେ ପିଲାମାନଙ୍କୁ ଖାଦ୍ୟ ଦେବା ସମସ୍ୟା ହେଉଛି।	[392, 2106, 744, 2146]
section-paragraph: ବିଶେଷକରି ରାଜନୈତିକ କ୍ଷେତ୍ରରେ ଅନେକ ପରିବର୍ତ୍ତନ ଆସିଛି। ଶିକ୍ଷା ଓ ସ୍ୱାସ୍ଥ୍ୟ କ୍ଷେତ୍ରରେ ଉନ୍ନତି ପାଇଁ ସରକାର ବିଭିନ୍ନ ଯୋଜନା ଆରମ୍ଭ କରିଛନ୍ତି।	[14, 352, 362, 378]
letter1-paragraph: ଏଥିପାଇଁ ବିକଳ୍ପ ବ୍ୟବସ୍ଥା ଭାବେ ଶୁଖିଲା ଖାଦ୍ୟ ଯୋଗାଇବା ବା ଆଖପାଖ ଅଙ୍ଗନୱାଡ଼ି କେନ୍ଦ୍ରରେ ରୋଷେଇ କରିବା ଉଚିତ।	[392, 2149, 744, 2175]
solution-row	[179, 1649, 305, 1663]
sudoku-cell	[263, 1551, 289, 1577]
headline1-paragraph: ବେଗ ରହିବା ଯେତିକି ଜରୁରୀ, ଦିଗ ଠିକ୍ ରହିବା ସେତିକି ଜରୁରୀ। ଅସମାନତା ହ୍ରାସ କରି ସର୍ବସାଧାରଣଙ୍କ ପର୍ଯ୍ୟନ୍ତ ବିକାଶର ଲାଭ ପହଞ୍ଚାଇବା ହିଁ ପ୍ରକୃତ ସଫଳତା।	[761, 378, 1124, 404]
solution-cell: 9	[235, 1705, 249, 1719]
solution-cell: 4	[263, 1649, 277, 1663]
section-paragraph: ଆନ୍ତର୍ଜାତୀୟ ଜଗତରେ ଭାରତ ଏବେ ଏକ ଶକ୍ତିଶାଳୀ ରାଷ୍ଟ୍ର ଭାବେ ପରିଚିତ ହେବାକୁ ଲାଗିଛି। ତାହା ସହିତ ଦେଶର ଅର୍ଥନୈତିକ ଓ ସାମାଜିକ ପରିସ୍ଥିତି ମଧ୍ୟ ବଦଳି ଚାଲିଛି।	[14, 323, 362, 349]
quote-author: -ଶ୍ରୀମା	[812, 42, 846, 55]
contact-label-2: କେବଳ ବିଜ୍ଞାପନ ପାଇଁ ବ୍ୟବହାର କରନ୍ତୁ:	[1225, 2196, 1391, 2208]
contact-email-3[interactable]: :miku11@yahoo.com (Use only for advertisements, commercial queries)	[1156, 2224, 1460, 2250]
solution-cell: 4	[221, 1691, 235, 1705]
sudoku-cell	[263, 1473, 289, 1499]
headline2-paragraph: ଇ-ବର୍ଜ୍ୟ, ଡାକ୍ତରଖାନା ବର୍ଜ୍ୟ ଓ ଶିଳ୍ପ ବର୍ଜ୍ୟ ଆହୁରି ବିପଜ୍ଜନକ। ଏଥିରେ ଥିବା ରାସାୟନିକ ପଦାର୍ଥ ମାଟି ଓ ଜଳକୁ ବିଷାକ୍ତ କରୁଛି।	[384, 1017, 747, 1043]
section-body	[14, 64, 362, 630]
headline1-paragraph: ମୁଦ୍ରାସ୍ଫୀତି ନିୟନ୍ତ୍ରଣ ଓ ନିଯୁକ୍ତି ସୃଷ୍ଟି ସରକାରଙ୍କ ପାଇଁ ବଡ଼ ଆହ୍ୱାନ। ଗ୍ରାମୀଣ ଚାହିଦା ବୃଦ୍ଧି ନ ହେଲେ ଏହି ବେଗ ସ୍ଥାୟୀ ହେବ ନାହିଁ।	[384, 449, 747, 475]
solution-row	[179, 1719, 305, 1733]
solution-cell: 8	[249, 1705, 263, 1719]
section-paragraph: ବିଶେଷକରି ରାଜନୈତିକ କ୍ଷେତ୍ରରେ ଅନେକ ପରିବର୍ତ୍ତନ ଆସିଛି। ଶିକ୍ଷା ଓ ସ୍ୱାସ୍ଥ୍ୟ କ୍ଷେତ୍ରରେ ଉନ୍ନତି ପାଇଁ ସରକାର ବିଭିନ୍ନ ଯୋଜନା ଆରମ୍ଭ କରିଛନ୍ତି।	[14, 265, 362, 292]
solution-cell: 9	[249, 1649, 263, 1663]
sudoku-row	[55, 1499, 289, 1525]
solution-grid	[178, 1634, 305, 1761]
sudoku-cell	[81, 1499, 107, 1525]
solution-row	[179, 1733, 305, 1747]
solution-cell: 8	[277, 1677, 291, 1691]
solution-cell: 6	[193, 1649, 207, 1663]
left-column	[0, 0, 368, 2339]
solution-cell: 4	[249, 1733, 263, 1747]
solution-cell: 4	[193, 1747, 207, 1761]
solution-row	[179, 1635, 305, 1649]
solution-cell: 4	[291, 1705, 305, 1719]
sudoku-cell: 9	[107, 1447, 133, 1473]
section-paragraph: ଗ୍ରାମାଞ୍ଚଳରେ ସେ ସବୁର ଲାଭ କେତେ ପହଞ୍ଚୁଛି, ତାହା ଏକ ବଡ଼ ପ୍ରଶ୍ନ। ଅଧିକାଂଶ ଲୋକ ଆଜି ମଧ୍ୟ ମୌଳିକ ସୁବିଧାରୁ ବଞ୍ଚିତ।	[14, 294, 362, 320]
solution-cell: 3	[249, 1635, 263, 1649]
right-article-paragraph: ଜଳବାୟୁ ପରିବର୍ତ୍ତନ ଓ ସମୁଦ୍ର ପତ୍ତନ ବୃଦ୍ଧି ଯୋଗୁଁ ଉପକୂଳ ଗାଁଗୁଡ଼ିକ ମଧ୍ୟ ବିପଦରେ। ଅନେକ ଘର ସମୁଦ୍ର ଗର୍ଭରେ ଲୀନ ହୋଇସାରିଲାଣି।	[1146, 1077, 1484, 1104]
right-article-paragraph: ଓଡ଼ିଶାର ଉପକୂଳରେ ହଜାର ହଜାର ମତ୍ସ୍ୟଜୀବୀ ପରିବାର ସମୁଦ୍ର ଉପରେ ନିର୍ଭରଶୀଳ। କିନ୍ତୁ ଗଭୀର ସମୁଦ୍ରରେ ଟ୍ରଲର ଦ୍ୱାରା ମାଛ ଧରିବା ଫଳରେ ପାରମ୍ପରିକ ମତ୍ସ୍ୟଜୀବୀଙ୍କ ଜୀବିକା ବିପନ୍ନ।	[1146, 738, 1484, 778]
letter2-title: ପାଠକ ଶ୍ରେଷ୍ଠ ବିଚାରକ	[814, 1902, 985, 1924]
letter2-sub2-body	[758, 2206, 1118, 2286]
letter3-paragraph: ଭୁବନେଶ୍ୱରରେ ଥିବା ଏହି ଐତିହାସିକ ସ୍ମାରକୀର ରକ୍ଷଣାବେକ୍ଷଣ ପାଇଁ ସଂପୃକ୍ତ ବିଭାଗ ଧ୍ୟାନ ଦେବା ଉଚିତ। ପ୍ରତିଦିନ ଶହ ଶହ ପର୍ଯ୍ୟଟକ ଏଠାକୁ ଆସୁଛନ୍ତି।	[1132, 1953, 1484, 1980]
solution-cell: 5	[179, 1649, 193, 1663]
headline1-paragraph: ଭାରତୀୟ ଅର୍ଥନୀତିର ଦ୍ୱିତୀୟ ତ୍ରୈମାସିକ ବୃଦ୍ଧି ହାର ସମ୍ପର୍କରେ ସରକାରୀ ତଥ୍ୟ ପ୍ରକାଶ ପାଇଛି। ଏଥିରୁ ଜଣାପଡ଼ୁଛି ଯେ ଦେଶର ମୋଟ ଘରୋଇ ଉତ୍ପାଦ (ଜିଡିପି) ବୃଦ୍ଧି ହାର ୮.୨ ପ୍ରତିଶତ ରହିଛି।	[761, 407, 1124, 446]
sudoku-cell	[263, 1343, 289, 1369]
headline1-paragraph: ବେଗ ରହିବା ଯେତିକି ଜରୁରୀ, ଦିଗ ଠିକ୍ ରହିବା ସେତିକି ଜରୁରୀ। ଅସମାନତା ହ୍ରାସ କରି ସର୍ବସାଧାରଣଙ୍କ ପର୍ଯ୍ୟନ୍ତ ବିକାଶର ଲାଭ ପହଞ୍ଚାଇବା ହିଁ ପ୍ରକୃତ ସଫଳତା।	[761, 192, 1124, 218]
solution-cell: 6	[263, 1733, 277, 1747]
flashback-item: ● ରାଜ୍ୟରେ ଜାତୀୟ ନିର୍ବାଚନ ପାଇଁ ପ୍ରସ୍ତୁତି ଚୂଡ଼ାନ୍ତ ପର୍ଯ୍ୟାୟରେ ପହଞ୍ଚିଛି।	[1158, 1573, 1476, 1586]
sudoku-brand: su|do|ku	[12, 1276, 118, 1301]
flashback-item-text: ବିଦ୍ୟାଳୟ ଓ ମହାବିଦ୍ୟାଳୟ ଛାତ୍ରଛାତ୍ରୀଙ୍କ ପାଇଁ ବୃତ୍ତି ରାଶି ବୃଦ୍ଧି କରାଯାଇଛି।	[1148, 1622, 1482, 1650]
sudoku-row	[55, 1395, 289, 1421]
solution-cell: 6	[235, 1663, 249, 1677]
sudoku-cell	[55, 1551, 81, 1577]
sudoku-cell	[159, 1343, 185, 1369]
solution-cell: 2	[221, 1635, 235, 1649]
solution-cell: 7	[291, 1733, 305, 1747]
solution-cell: 7	[179, 1691, 193, 1705]
right-article-paragraph: ସାରା ପୃଥିବୀରେ ବର୍ତ୍ତମାନ ଜୈବ ବିବିଧତା ନଷ୍ଟ ହେବା କାରଣରୁ ପରିବେଶ ସନ୍ତୁଳନ ବିଗିଡ଼ି ଚାଲିଛି। ଏଥିପାଇଁ ଅତୀତରେ ପୃଥିବୀପୃଷ୍ଠରୁ ଅନେକ ପ୍ରାଣୀ ବିଲୁପ୍ତ ହୋଇସାରିଲେଣି।	[1146, 922, 1484, 962]
letter2-sub2: ନେତାଜୀଙ୍କୁ ସମ୍ମାନ ଦିଆଯାଉ	[855, 2186, 1021, 2202]
sudoku-rules: ସୁ-ଡୋ-କୁ ଏକ ଅଙ୍କ ଧନ୍ଦା। ଏଥିରେ ଥିବା ଖାଲି ଘରଗୁଡ଼ିକରେ ୧ରୁ ୯ ପର୍ଯ୍ୟନ୍ତ ସଂଖ୍ୟା ପୂରଣ କରନ୍ତୁ ଯେପରି ପ୍ରତ୍ୟେକ ଧାଡ଼ି, ସ୍ତମ୍ଭ ଓ ୩x୩ ଖୋପରେ ସଂଖ୍ୟାର ପୁନରାବୃତ୍ତି ନ ହୁଏ।	[12, 1633, 162, 1721]
solution-row	[179, 1691, 305, 1705]
solution-cell: 1	[179, 1705, 193, 1719]
solution-cell: 6	[263, 1691, 277, 1705]
solution-cell: 3	[263, 1677, 277, 1691]
solution-cell: 1	[249, 1677, 263, 1691]
headline2-paragraph: ସହରାଞ୍ଚଳରେ ପ୍ରତିଦିନ ହଜାର ହଜାର ଟନ୍ ବର୍ଜ୍ୟବସ୍ତୁ ସୃଷ୍ଟି ହେଉଛି। ଏହାର ସଠିକ୍ ପରିଚାଳନା ନ ହେବାରୁ ପରିବେଶ ପ୍ରଦୂଷଣ ବଢ଼ୁଛି ଓ ଜନସ୍ୱାସ୍ଥ୍ୟ ବିପନ୍ନ ହେଉଛି।	[761, 1289, 1124, 1316]
headline1-paragraph: ମୁଦ୍ରାସ୍ଫୀତି ନିୟନ୍ତ୍ରଣ ଓ ନିଯୁକ୍ତି ସୃଷ୍ଟି ସରକାରଙ୍କ ପାଇଁ ବଡ଼ ଆହ୍ୱାନ। ଗ୍ରାମୀଣ ଚାହିଦା ବୃଦ୍ଧି ନ ହେଲେ ଏହି ବେଗ ସ୍ଥାୟୀ ହେବ ନାହିଁ।	[761, 291, 1124, 318]
solution-cell: 3	[193, 1691, 207, 1705]
sudoku-cell	[211, 1395, 237, 1421]
chirantani-box	[1136, 4, 1494, 144]
right-article-paragraph: ସାମୁଦ୍ରିକ କଇଁଛ ସୁରକ୍ଷା ପାଇଁ ନିଷେଧାଜ୍ଞା ଜାରି ହେବାରୁ ବର୍ଷର ଅନେକ ମାସ ସେମାନେ ସମୁଦ୍ରକୁ ଯାଇପାରୁ ନାହାନ୍ତି। ଏହି ସମୟରେ ସେମାନଙ୍କ ପାଇଁ ବିକଳ୍ପ ଜୀବିକାର ବ୍ୟବସ୍ଥା ନାହିଁ।	[1146, 553, 1484, 593]
solution-cell: 2	[291, 1747, 305, 1761]
letter1-paragraph: ଏଥିପାଇଁ ବିକଳ୍ପ ବ୍ୟବସ୍ଥା ଭାବେ ଶୁଖିଲା ଖାଦ୍ୟ ଯୋଗାଇବା ବା ଆଖପାଖ ଅଙ୍ଗନୱାଡ଼ି କେନ୍ଦ୍ରରେ ରୋଷେଇ କରିବା ଉଚିତ।	[392, 2078, 744, 2104]
headline1-paragraph: ସେହିପରି କୃଷି କ୍ଷେତ୍ରରେ ଜଳସେଚନ, ବଜାର ସୁବିଧା ଓ ଉଚିତ ମୂଲ୍ୟ ନିଶ୍ଚିତ ହେଲେ କୃଷକଙ୍କ ଆୟ ବୃଦ୍ଧି ପାଇବ। ଏହାଦ୍ୱାରା ସାମଗ୍ରିକ ଅର୍ଥନୀତି ସୁଦୃଢ଼ ହେବ।	[384, 320, 747, 347]
sudoku-cell	[55, 1525, 81, 1551]
headline2-paragraph: ଜୈବିକ ବର୍ଜ୍ୟରୁ ସାର ପ୍ରସ୍ତୁତ, ପ୍ଲାଷ୍ଟିକର ପୁନଃଚକ୍ରଣ ଓ ବର୍ଜ୍ୟରୁ ଶକ୍ତି ଉତ୍ପାଦନ ଭଳି ପଦ୍ଧତି ଅବଲମ୍ବନ କଲେ ଏହି ବିପର୍ଯ୍ୟୟରୁ ମୁକ୍ତି ମିଳିପାରିବ।	[384, 1347, 747, 1373]
letter3-footer: ରମାକାନ୍ତ ସାହୁ, ଜଗତସିଂହପୁର	[1367, 2100, 1484, 2111]
headline2-paragraph: ଇ-ବର୍ଜ୍ୟ, ଡାକ୍ତରଖାନା ବର୍ଜ୍ୟ ଓ ଶିଳ୍ପ ବର୍ଜ୍ୟ ଆହୁରି ବିପଜ୍ଜନକ। ଏଥିରେ ଥିବା ରାସାୟନିକ ପଦାର୍ଥ ମାଟି ଓ ଜଳକୁ ବିଷାକ୍ତ କରୁଛି।	[384, 1260, 747, 1287]
sudoku-cell: 5	[185, 1421, 211, 1447]
sudoku-cell	[237, 1395, 263, 1421]
letter1-paragraph: ଏଥିପାଇଁ ବିକଳ୍ପ ବ୍ୟବସ୍ଥା ଭାବେ ଶୁଖିଲା ଖାଦ୍ୟ ଯୋଗାଇବା ବା ଆଖପାଖ ଅଙ୍ଗନୱାଡ଼ି କେନ୍ଦ୍ରରେ ରୋଷେଇ କରିବା ଉଚିତ।	[392, 1991, 744, 2018]
headline2-paragraph: ଇ-ବର୍ଜ୍ୟ, ଡାକ୍ତରଖାନା ବର୍ଜ୍ୟ ଓ ଶିଳ୍ପ ବର୍ଜ୍ୟ ଆହୁରି ବିପଜ୍ଜନକ। ଏଥିରେ ଥିବା ରାସାୟନିକ ପଦାର୍ଥ ମାଟି ଓ ଜଳକୁ ବିଷାକ୍ତ କରୁଛି।	[761, 1318, 1124, 1344]
sudoku-cell: 8	[81, 1395, 107, 1421]
sudoku-cell	[81, 1525, 107, 1551]
flashback-list	[1138, 1530, 1492, 1850]
letter2-sub1-paragraph: ଗତକାଲି ରାତିରେ ଜଙ୍ଗଲ ମାଫିଆ ଦ୍ୱାରା ଛଅଶହ ଗଛ କଟାଯାଇଛି। ବନ ବିଭାଗ ତୁରନ୍ତ କାର୍ଯ୍ୟାନୁଷ୍ଠାନ ନେବା ଉଚିତ।	[762, 2135, 1114, 2162]
letter1-title: ବର୍ଷାଧ ମଧ୍ୟାହ୍ନଭୋଜନ ଓ ବିକଳ୍ପ ବ୍ୟବସ୍ଥା	[388, 1890, 748, 1928]
right-article-paragraph: ସରକାର କ୍ଷତିପୂରଣ ଘୋଷଣା କରିଥିଲେ ମଧ୍ୟ ତାହା ଅପର୍ଯ୍ୟାପ୍ତ। ଅନେକ ପରିବାର ଋଣଗ୍ରସ୍ତ ହୋଇ ଗାଁ ଛାଡ଼ି ଅନ୍ୟ ରାଜ୍ୟକୁ ଶ୍ରମିକ ଭାବେ ଯାଉଛନ୍ତି।	[1146, 822, 1484, 849]
headline1: ବେଗର ଦିଗ ରହୁ	[531, 111, 977, 181]
solution-cell: 2	[179, 1663, 193, 1677]
headline1-paragraph: ଶିଳ୍ପ କ୍ଷେତ୍ରରେ ଉତ୍ପାଦନ ବୃଦ୍ଧି ସହିତ ରପ୍ତାନି ମଧ୍ୟ ବଢ଼ିବା ଦରକାର। ବିଦେଶୀ ନିବେଶ ଆକର୍ଷଣ ପାଇଁ ନୀତିଗତ ସଂସ୍କାର ଜାରି ରହିବା ଉଚିତ।	[761, 320, 1124, 347]
solution-cell: 9	[179, 1635, 193, 1649]
sudoku-row	[55, 1447, 289, 1473]
sudoku-cell	[81, 1421, 107, 1447]
section-paragraph: ଆନ୍ତର୍ଜାତୀୟ ଜଗତରେ ଭାରତ ଏବେ ଏକ ଶକ୍ତିଶାଳୀ ରାଷ୍ଟ୍ର ଭାବେ ପରିଚିତ ହେବାକୁ ଲାଗିଛି। ତାହା ସହିତ ଦେଶର ଅର୍ଥନୈତିକ ଓ ସାମାଜିକ ପରିସ୍ଥିତି ମଧ୍ୟ ବଦଳି ଚାଲିଛି।	[14, 236, 362, 263]
right-article-author: ରଶ୍ମିରଞ୍ଜନ ମହାପାତ୍ର	[1244, 217, 1386, 235]
letter2-paragraph: ଗ୍ରାମାଞ୍ଚଳରୁ ପ୍ରତିଭା ଖୋଜି ବାହାର କରିବା ପାଇଁ ବ୍ଲକ ସ୍ତରରେ କ୍ରୀଡ଼ା ପ୍ରଶିକ୍ଷଣ କେନ୍ଦ୍ର ସ୍ଥାପନ କରାଯାଉ।	[762, 1970, 1114, 1997]
solution-cell: 8	[207, 1691, 221, 1705]
sudoku-cell: 8	[211, 1499, 237, 1525]
letter1-paragraph: ମହାଶୟ,	[402, 1934, 439, 1946]
letter2-sub1-paragraph: ଗତକାଲି ରାତିରେ ଜଙ୍ଗଲ ମାଫିଆ ଦ୍ୱାରା ଛଅଶହ ଗଛ କଟାଯାଇଛି। ବନ ବିଭାଗ ତୁରନ୍ତ କାର୍ଯ୍ୟାନୁଷ୍ଠାନ ନେବା ଉଚିତ।	[762, 2078, 1114, 2104]
letter2-header	[758, 1890, 1118, 1936]
headline2-paragraph: ଉନ୍ନତ ଦେଶମାନଙ୍କରେ ବର୍ଜ୍ୟକୁ ପୃଥକୀକରଣ କରି ପୁନଃବ୍ୟବହାର କରାଯାଏ। ଆମ ଦେଶରେ ମଧ୍ୟ ଏହି ପଦ୍ଧତି ଗ୍ରହଣ କରିବା ଆବଶ୍ୟକ।	[384, 1045, 747, 1072]
solution-cell: 9	[221, 1733, 235, 1747]
headline2-paragraph: ସ୍ୱଚ୍ଛ ଭାରତ ଅଭିଯାନ ଏକ ଭଲ ପଦକ୍ଷେପ। ତେବେ ଜନସଚେତନତା ବିନା କୌଣସି ଅଭିଯାନ ସଫଳ ହୋଇପାରିବ ନାହିଁ। ପ୍ରତ୍ୟେକ ନାଗରିକଙ୍କୁ ଦାୟିତ୍ୱ ନେବାକୁ ପଡ଼ିବ।	[384, 1074, 747, 1101]
solution-cell: 8	[221, 1719, 235, 1733]
headline1-block	[380, 108, 1128, 838]
story2-paragraph: ଆମେ ଦୁହେଁ ଅନେକ ସମୟ କଥା ହେଲୁ। ପୁରୁଣା ଦିନର ସ୍ମୃତି ମନକୁ ଆସିଲା। ଗାଁର ସେ ଛୋଟ ବିଦ୍ୟାଳୟ, ନଦୀ କୂଳ, ଆମ୍ବ ତୋଟା ସବୁ ଏବେ ବଦଳି ଯାଇଛି।	[8, 835, 364, 861]
solution-cell: 2	[193, 1677, 207, 1691]
